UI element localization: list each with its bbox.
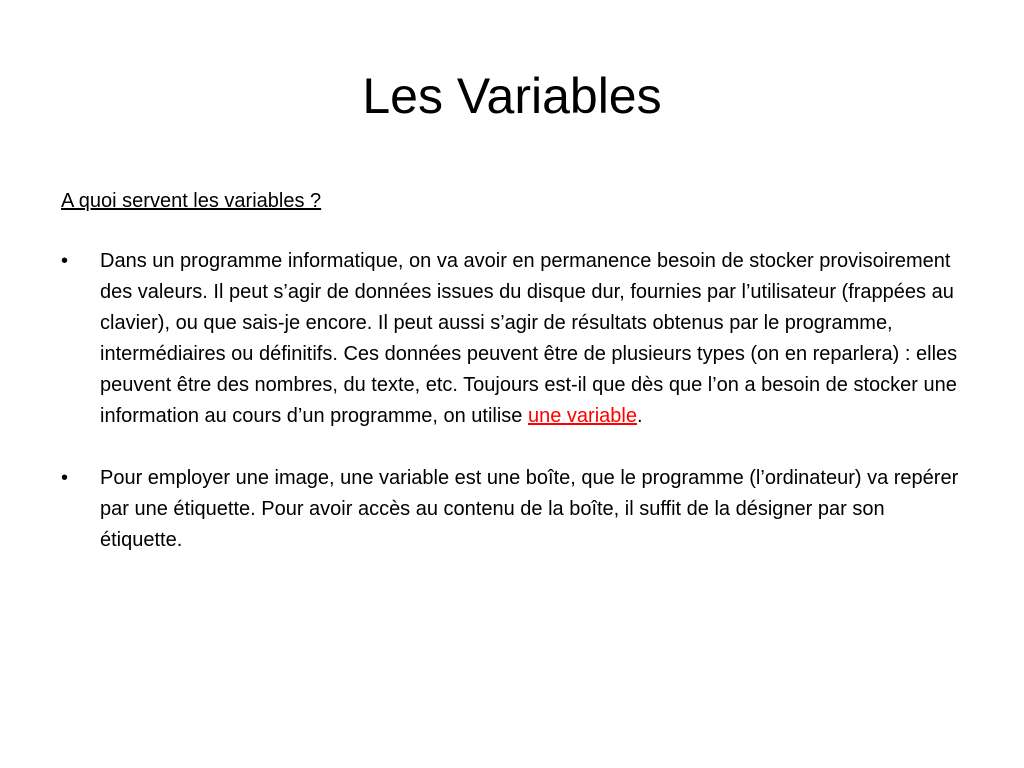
slide-title: Les Variables (362, 68, 662, 124)
bullet-text-1 (100, 246, 971, 432)
bullet-item-2 (61, 463, 971, 556)
bullet-text-1-after: . (636, 405, 643, 427)
bullet-text-2: Pour employer une image, une variable est une boîte, que le programme (l’ordinateur) va repérer par une étiquette. Pour avoir accès au contenu de la boîte, il suffit de la désigner par son étiquette. (100, 467, 959, 551)
bullet-item-1 (61, 246, 971, 432)
bullet-marker: • (61, 467, 69, 489)
section-subheading: A quoi servent les variables ? (61, 190, 322, 212)
slide-content (61, 186, 971, 587)
une-variable-link[interactable]: une variable (528, 405, 637, 427)
bullet-marker: • (61, 250, 69, 272)
bullet-text-1-before: Dans un programme informatique, on va avoir en permanence besoin de stocker provisoirement des valeurs. Il peut s’agir de données issues du disque dur, fournies par l’utilisateur (frappées au clavier), ou que sais-je encore. Il peut aussi s’agir de résultats obtenus par le programme, intermédiaires ou définitifs. Ces données peuvent être de plusieurs types (on en reparlera) : elles peuvent être des nombres, du texte, etc. Toujours est-il que dès que l’on a besoin de stocker une information au cours d’un programme, on utilise (100, 250, 958, 427)
